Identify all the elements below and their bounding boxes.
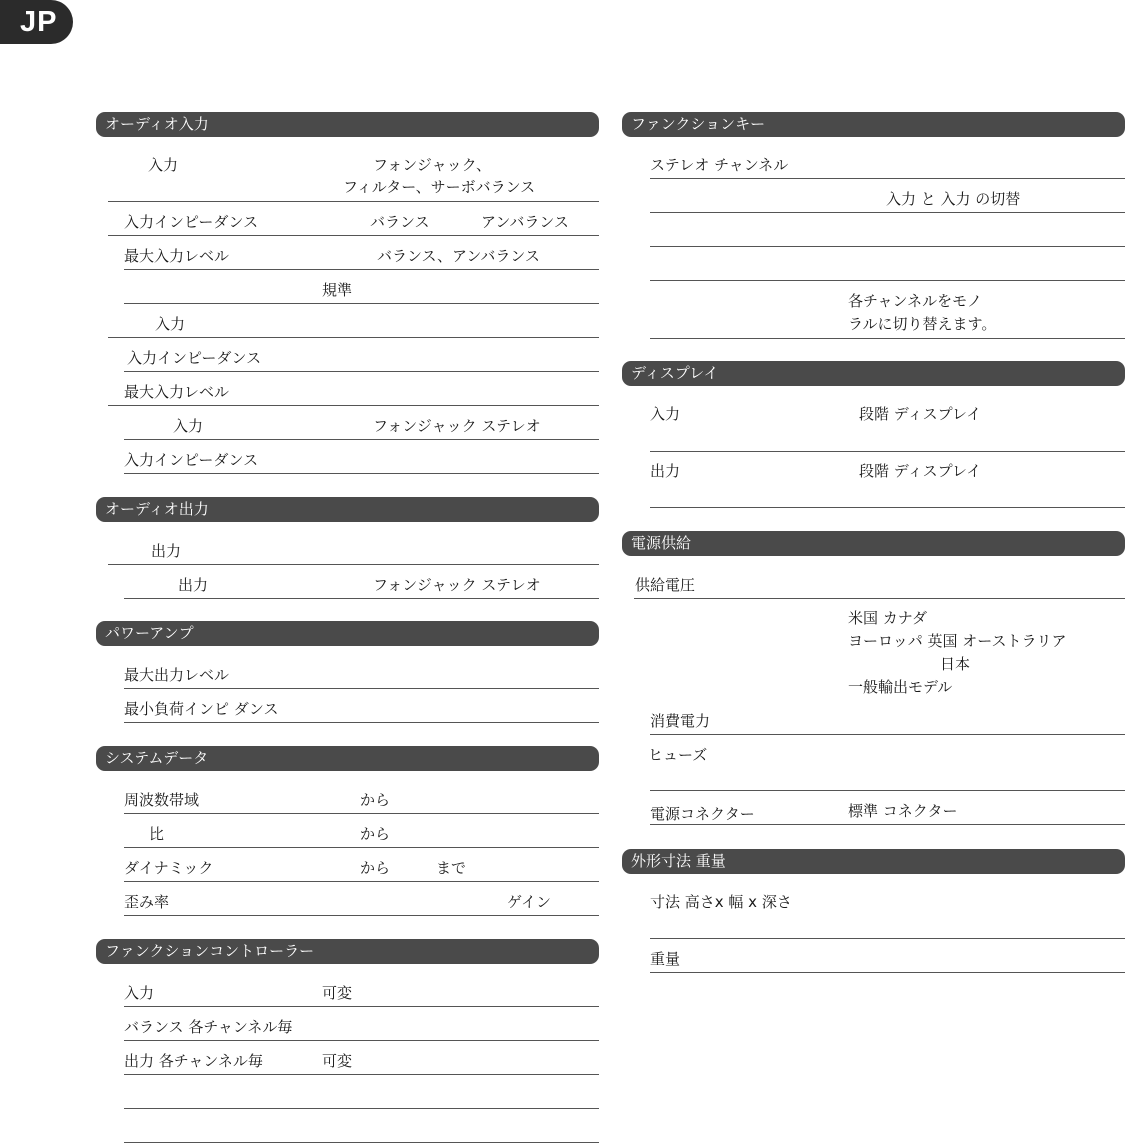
power-consumption-label: 消費電力 <box>650 712 711 730</box>
system-distortion-label: 歪み率 <box>124 893 170 911</box>
row-divider <box>650 790 1125 791</box>
row-divider <box>124 1040 599 1041</box>
power-region-general: 一般輸出モデル <box>848 678 953 696</box>
row-divider <box>124 847 599 848</box>
row-divider <box>124 598 599 599</box>
row-divider <box>108 201 599 202</box>
row-divider <box>124 915 599 916</box>
audio-in-max-level-value: バランス、アンバランス <box>377 247 540 265</box>
row-divider <box>124 813 599 814</box>
section-header-power-supply: 電源供給 <box>622 531 1125 556</box>
power-amp-min-load-label: 最小負荷インピ ダンス <box>124 700 279 718</box>
audio-in-input3-label: 入力 <box>173 417 204 435</box>
power-amp-max-output-label: 最大出力レベル <box>124 666 230 684</box>
audio-in-input2-label: 入力 <box>155 315 186 333</box>
row-divider <box>650 972 1125 973</box>
section-header-audio-input: オーディオ入力 <box>96 112 599 137</box>
row-divider <box>108 235 599 236</box>
dimensions-size-label: 寸法 高さx 幅 x 深さ <box>650 893 792 911</box>
section-header-dimensions-weight: 外形寸法 重量 <box>622 849 1125 874</box>
audio-in-input-type-line1: フォンジャック、 <box>373 156 491 174</box>
row-divider <box>108 405 599 406</box>
power-connector-value: 標準 コネクター <box>848 802 958 820</box>
section-header-audio-output: オーディオ出力 <box>96 497 599 522</box>
audio-in-impedance-balanced: バランス <box>370 213 430 231</box>
row-divider <box>650 451 1125 452</box>
section-header-function-controller: ファンクションコントローラー <box>96 939 599 964</box>
audio-in-impedance-unbalanced: アンバランス <box>481 213 569 231</box>
row-divider <box>650 938 1125 939</box>
section-header-function-keys: ファンクションキー <box>622 112 1125 137</box>
audio-in-input-type-line2: フィルター、サーボバランス <box>343 178 536 196</box>
row-divider <box>124 303 599 304</box>
system-dynamic-from: から <box>360 859 391 877</box>
row-divider <box>108 337 599 338</box>
function-ctrl-output-label: 出力 各チャンネル毎 <box>124 1052 263 1070</box>
power-region-jp: 日本 <box>940 655 971 673</box>
language-badge: JP <box>0 0 73 44</box>
row-divider <box>124 269 599 270</box>
section-header-display: ディスプレイ <box>622 361 1125 386</box>
row-divider <box>650 824 1125 825</box>
audio-in-max-level2-label: 最大入力レベル <box>124 383 230 401</box>
function-keys-stereo-label: ステレオ チャンネル <box>650 156 789 174</box>
display-input-label: 入力 <box>650 405 681 423</box>
row-divider <box>124 722 599 723</box>
row-divider <box>650 212 1125 213</box>
audio-in-impedance3-label: 入力インピーダンス <box>124 451 259 469</box>
function-keys-mono-line1: 各チャンネルをモノ <box>848 292 982 310</box>
power-fuse-label: ヒューズ <box>648 746 708 764</box>
display-output-value: 段階 ディスプレイ <box>859 462 982 480</box>
row-divider <box>650 338 1125 339</box>
row-divider <box>124 473 599 474</box>
row-divider <box>650 178 1125 179</box>
system-ratio-label: 比 <box>149 825 165 843</box>
power-voltage-label: 供給電圧 <box>635 576 696 594</box>
function-keys-switch: 入力 と 入力 の切替 <box>886 190 1021 208</box>
system-dynamic-to: まで <box>436 859 467 877</box>
section-header-power-amp: パワーアンプ <box>96 621 599 646</box>
function-ctrl-input-label: 入力 <box>124 984 155 1002</box>
row-divider <box>650 507 1125 508</box>
row-divider <box>124 1108 599 1109</box>
audio-in-standard: 規準 <box>322 281 353 299</box>
display-input-value: 段階 ディスプレイ <box>859 405 982 423</box>
audio-out-output2-label: 出力 <box>178 576 209 594</box>
row-divider <box>650 734 1125 735</box>
audio-in-max-level-label: 最大入力レベル <box>124 247 230 265</box>
system-dynamic-label: ダイナミック <box>124 859 214 877</box>
power-region-us: 米国 カナダ <box>848 609 928 627</box>
system-freq-value: から <box>360 791 391 809</box>
row-divider <box>650 280 1125 281</box>
row-divider <box>650 246 1125 247</box>
row-divider <box>124 1074 599 1075</box>
power-region-eu: ヨーロッパ 英国 オーストラリア <box>848 632 1067 650</box>
dimensions-weight-label: 重量 <box>650 950 681 968</box>
row-divider <box>634 598 1125 599</box>
row-divider <box>124 371 599 372</box>
audio-in-input3-value: フォンジャック ステレオ <box>373 417 541 435</box>
row-divider <box>124 1006 599 1007</box>
system-distortion-value: ゲイン <box>507 893 551 911</box>
function-ctrl-balance-label: バランス 各チャンネル毎 <box>124 1018 293 1036</box>
audio-out-output-label: 出力 <box>151 542 182 560</box>
function-keys-mono-line2: ラルに切り替えます。 <box>848 315 997 333</box>
row-divider <box>124 881 599 882</box>
section-header-system-data: システムデータ <box>96 746 599 771</box>
power-connector-label: 電源コネクター <box>650 805 755 823</box>
audio-out-output2-value: フォンジャック ステレオ <box>373 576 541 594</box>
audio-in-input-label: 入力 <box>148 156 179 174</box>
function-ctrl-input-value: 可変 <box>322 984 353 1002</box>
row-divider <box>124 439 599 440</box>
display-output-label: 出力 <box>650 462 681 480</box>
row-divider <box>108 564 599 565</box>
system-ratio-value: から <box>360 825 391 843</box>
row-divider <box>124 688 599 689</box>
system-freq-label: 周波数帯域 <box>124 791 200 809</box>
function-ctrl-output-value: 可変 <box>322 1052 353 1070</box>
audio-in-impedance2-label: 入力インピーダンス <box>127 349 262 367</box>
audio-in-impedance-label: 入力インピーダンス <box>124 213 259 231</box>
